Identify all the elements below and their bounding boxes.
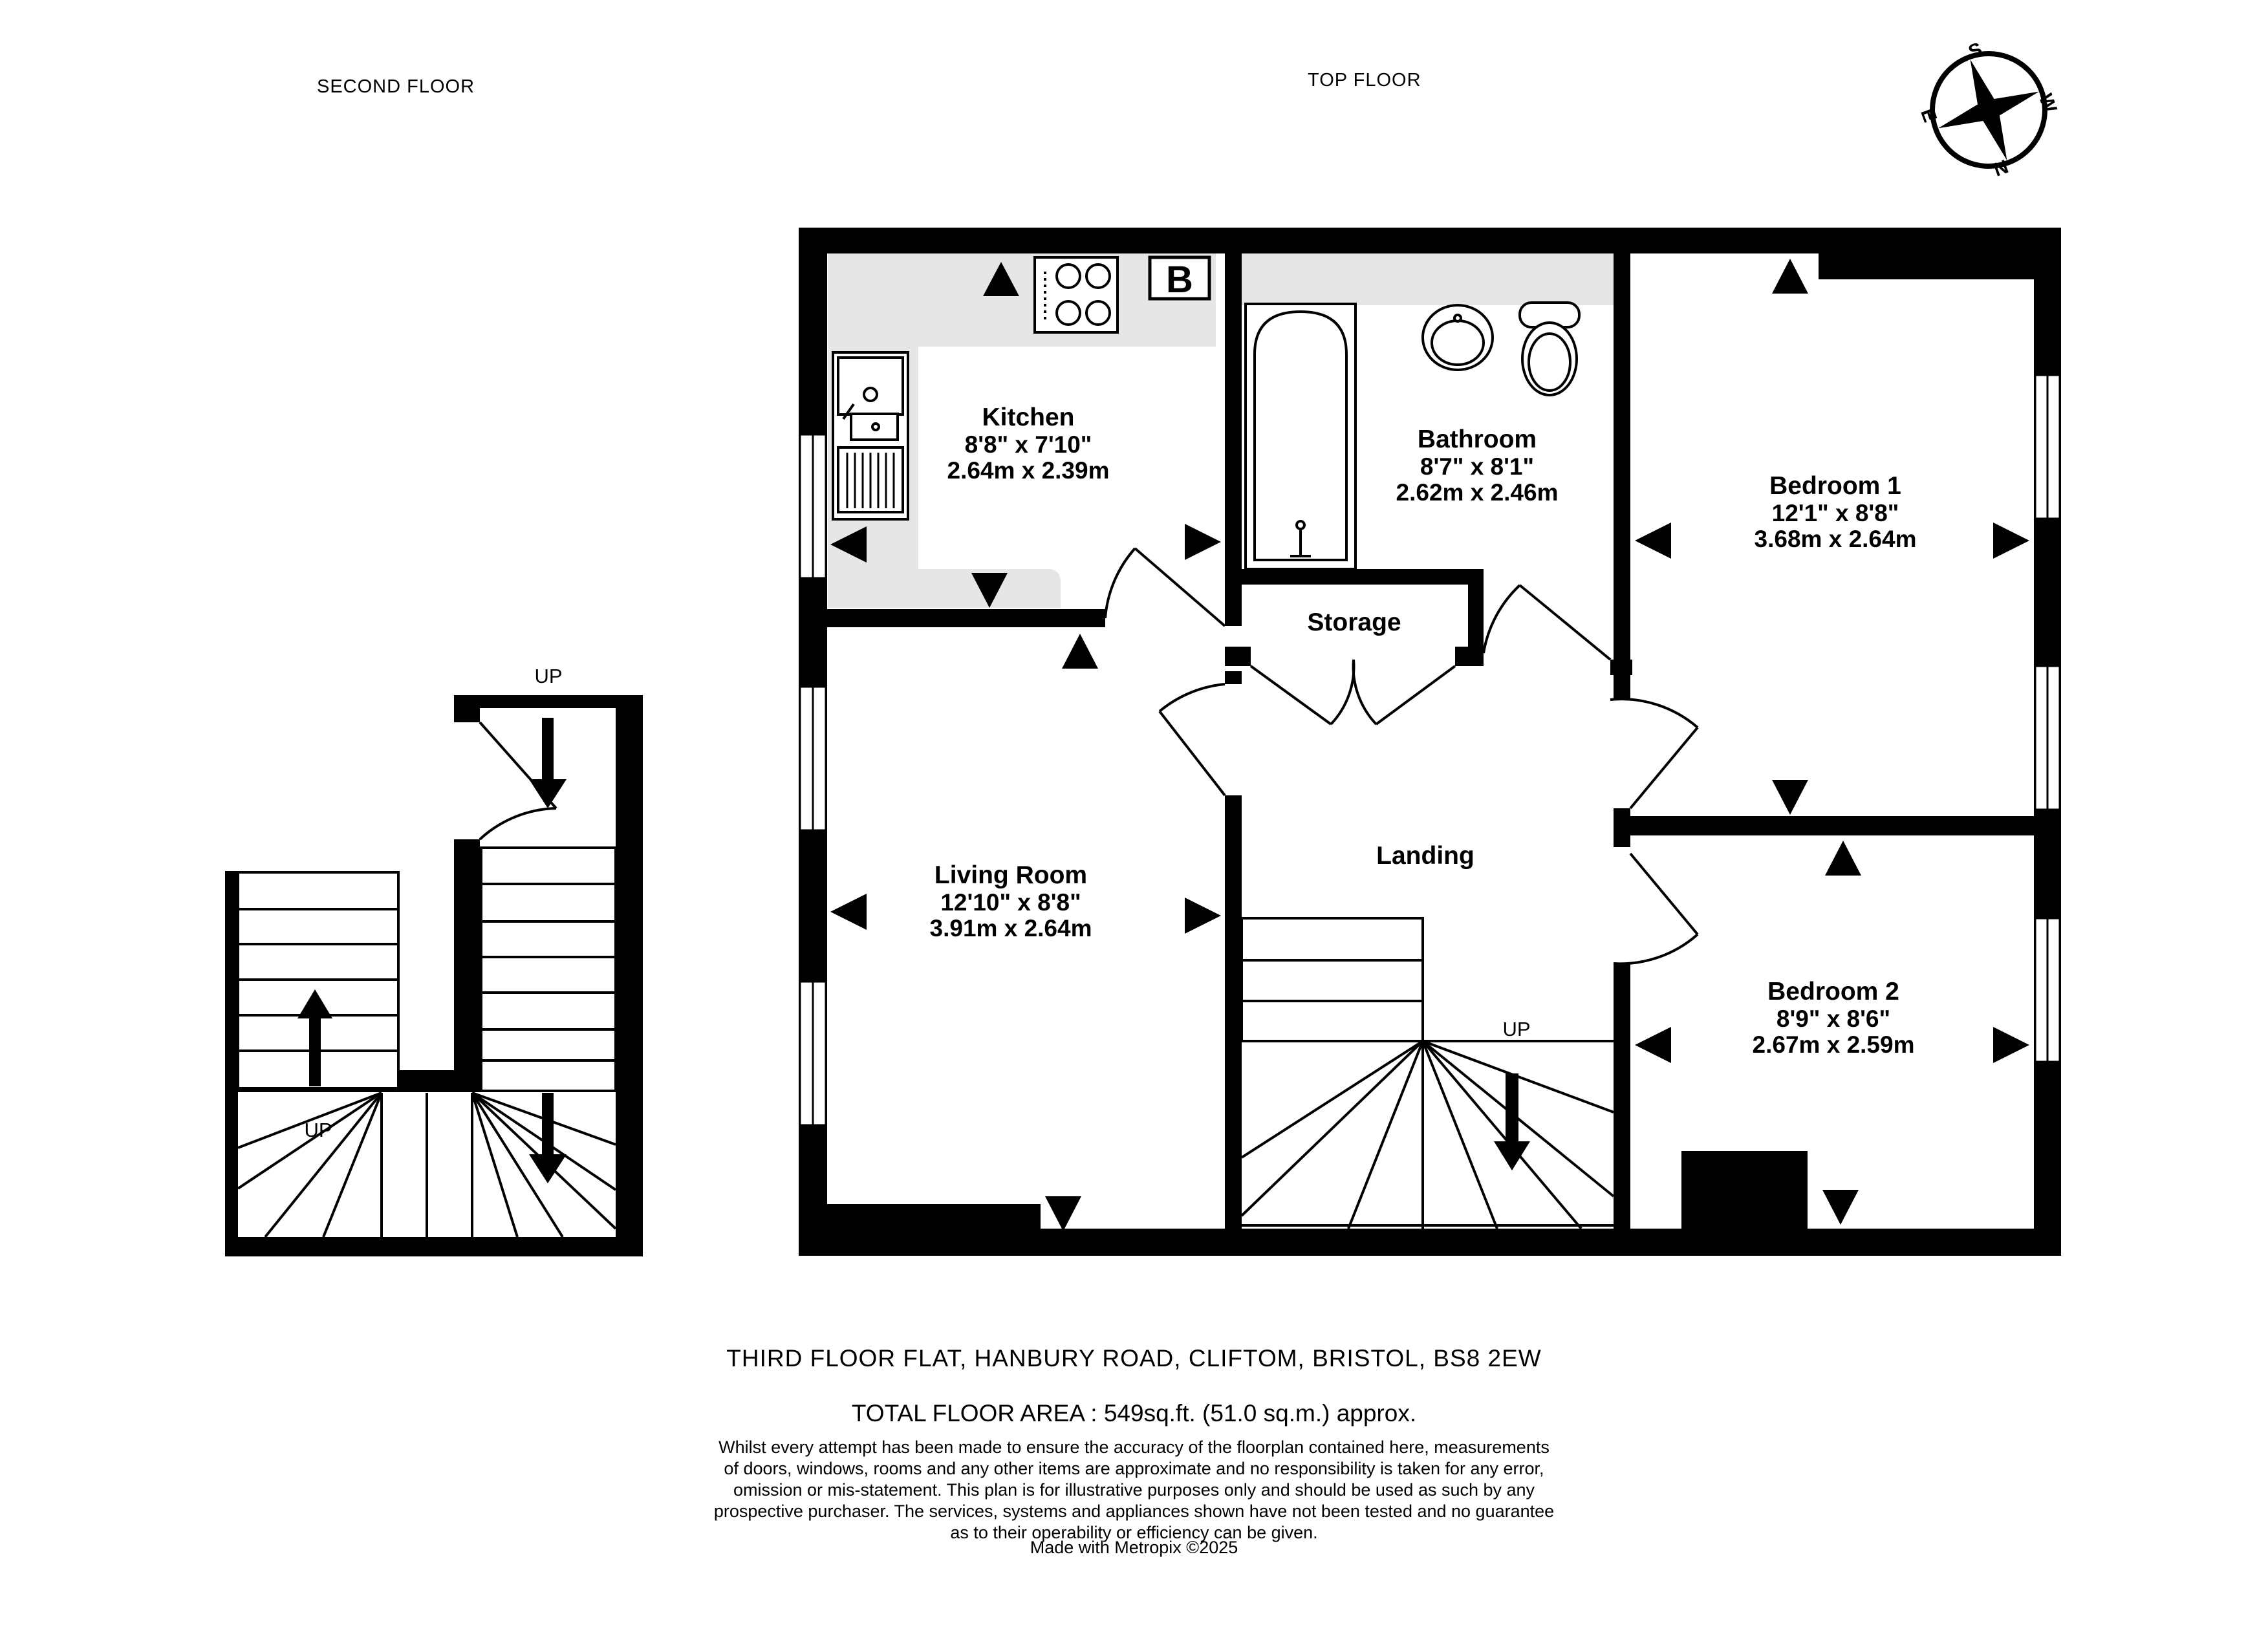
credit-line: Made with Metropix ©2025 xyxy=(1030,1538,1238,1557)
bathroom-name: Bathroom xyxy=(1417,425,1537,453)
landing-name: Landing xyxy=(1376,842,1474,870)
boiler-icon: B xyxy=(1166,259,1193,301)
second-floor-label: SECOND FLOOR xyxy=(317,76,475,97)
bedroom2-imperial: 8'9" x 8'6" xyxy=(1776,1006,1891,1032)
compass-icon xyxy=(1916,39,2061,181)
kitchen-imperial: 8'8" x 7'10" xyxy=(964,431,1092,458)
compass-n: N xyxy=(1991,156,2011,181)
disclaimer-line: as to their operability or efficiency can be given. xyxy=(950,1523,1318,1542)
second-floor-plan xyxy=(225,665,643,1256)
disclaimer-line: omission or mis-statement. This plan is for illustrative purposes only and should be used as such by any xyxy=(733,1480,1535,1500)
bedroom1-imperial: 12'1" x 8'8" xyxy=(1771,500,1899,526)
living-room-metric: 3.91m x 2.64m xyxy=(929,915,1092,942)
total-floor-area: TOTAL FLOOR AREA : 549sq.ft. (51.0 sq.m.) approx. xyxy=(851,1400,1417,1426)
compass-w: W xyxy=(2034,91,2061,116)
bedroom2-metric: 2.67m x 2.59m xyxy=(1752,1031,1915,1058)
compass-e: E xyxy=(1916,105,1941,125)
disclaimer-line: of doors, windows, rooms and any other items are approximate and no responsibility is taken for any error, xyxy=(724,1459,1544,1478)
kitchen-name: Kitchen xyxy=(982,404,1075,431)
second-floor-up-bottom: UP xyxy=(304,1119,332,1141)
bedroom2-name: Bedroom 2 xyxy=(1767,978,1899,1006)
second-floor-up-top: UP xyxy=(534,665,563,687)
bathroom-imperial: 8'7" x 8'1" xyxy=(1420,453,1535,480)
disclaimer-line: prospective purchaser. The services, systems and appliances shown have not been tested and no guarantee xyxy=(713,1501,1555,1521)
bathroom-metric: 2.62m x 2.46m xyxy=(1396,479,1559,506)
bedroom1-name: Bedroom 1 xyxy=(1769,472,1901,500)
property-address: THIRD FLOOR FLAT, HANBURY ROAD, CLIFTOM, BRISTOL, BS8 2EW xyxy=(726,1345,1542,1372)
top-floor-plan xyxy=(799,228,2061,1256)
landing-stairs-up: UP xyxy=(1502,1018,1531,1040)
kitchen-metric: 2.64m x 2.39m xyxy=(947,457,1110,484)
top-floor-label: TOP FLOOR xyxy=(1308,70,1421,91)
storage-name: Storage xyxy=(1307,608,1401,636)
disclaimer-line: Whilst every attempt has been made to ensure the accuracy of the floorplan contained here, measurements xyxy=(718,1437,1550,1457)
living-room-name: Living Room xyxy=(934,861,1088,889)
disclaimer xyxy=(0,1437,2268,1544)
compass-s: S xyxy=(1965,38,1985,63)
bedroom1-metric: 3.68m x 2.64m xyxy=(1754,526,1917,552)
living-room-imperial: 12'10" x 8'8" xyxy=(940,889,1081,916)
